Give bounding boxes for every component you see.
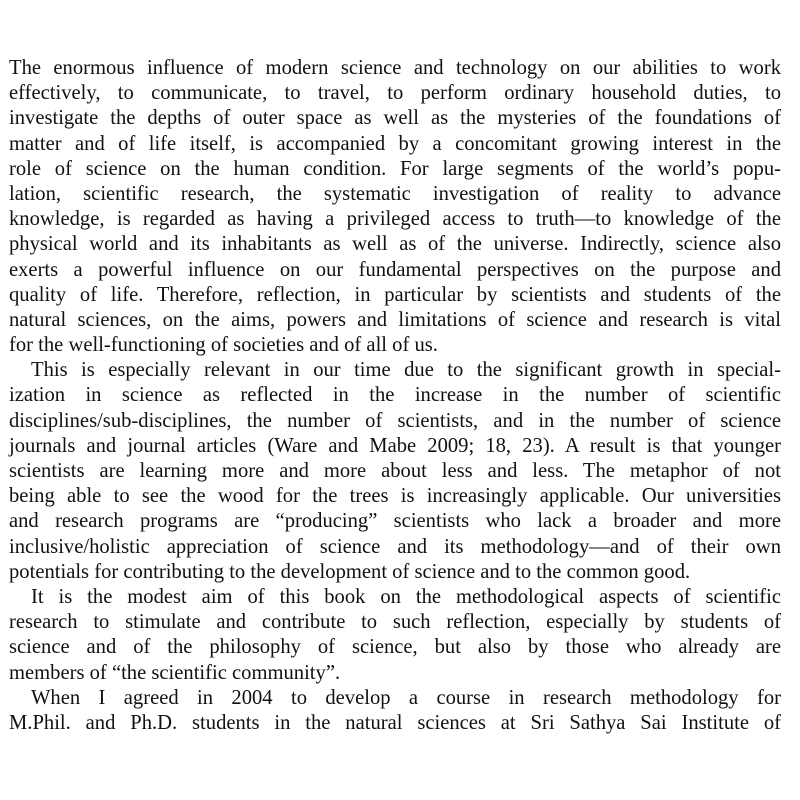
text-line: The enormous influence of modern science and technology on our abilities to work: [9, 57, 781, 79]
text-line: quality of life. Therefore, reflection, in particular by scientists and students of the: [9, 283, 781, 306]
text-line: being able to see the wood for the trees is increasingly applicable. Our universities: [9, 485, 781, 508]
text-line: science and of the philosophy of science, but also by those who already are: [9, 636, 781, 659]
text-line: inclusive/holistic appreciation of science and its methodology—and of their own: [9, 535, 781, 558]
text-line: research to stimulate and contribute to such reflection, especially by students of: [9, 611, 781, 634]
text-line: effectively, to communicate, to travel, to perform ordinary household duties, to: [9, 82, 781, 105]
text-line: physical world and its inhabitants as well as of the universe. Indirectly, science also: [9, 233, 781, 256]
text-line: natural sciences, on the aims, powers and limitations of science and research is vital: [9, 308, 781, 331]
text-line: M.Phil. and Ph.D. students in the natural sciences at Sri Sathya Sai Institute of: [9, 711, 781, 734]
text-line: investigate the depths of outer space as well as the mysteries of the foundations of: [9, 107, 781, 130]
text-line: lation, scientific research, the systematic investigation of reality to advance: [9, 182, 781, 205]
text-line: exerts a powerful influence on our fundamental perspectives on the purpose and: [9, 258, 781, 281]
text-line: and research programs are “producing” scientists who lack a broader and more: [9, 510, 781, 533]
text-line: knowledge, is regarded as having a privileged access to truth—to knowledge of the: [9, 208, 781, 231]
paragraph-1: [9, 56, 781, 358]
text-line: role of science on the human condition. For large segments of the world’s popu-: [9, 157, 781, 180]
text-line: potentials for contributing to the development of science and to the common good.: [9, 560, 691, 583]
paragraph-2: [9, 358, 781, 585]
text-line: journals and journal articles (Ware and Mabe 2009; 18, 23). A result is that younger: [9, 434, 781, 457]
text-line: It is the modest aim of this book on the methodological aspects of scientific: [31, 585, 781, 608]
text-line: This is especially relevant in our time due to the significant growth in special-: [31, 359, 781, 382]
text-line: matter and of life itself, is accompanied by a concomitant growing interest in the: [9, 132, 781, 155]
text-line: scientists are learning more and more about less and less. The metaphor of not: [9, 460, 781, 482]
text-line: for the well-functioning of societies and of all of us.: [9, 334, 438, 357]
text-line: members of “the scientific community”.: [9, 661, 341, 684]
document-page: [9, 56, 781, 736]
paragraph-4: [9, 686, 781, 736]
text-line: disciplines/sub-disciplines, the number of scientists, and in the number of science: [9, 409, 781, 432]
paragraph-3: [9, 585, 781, 686]
text-line: When I agreed in 2004 to develop a course in research methodology for: [31, 686, 781, 709]
text-line: ization in science as reflected in the increase in the number of scientific: [9, 384, 781, 407]
